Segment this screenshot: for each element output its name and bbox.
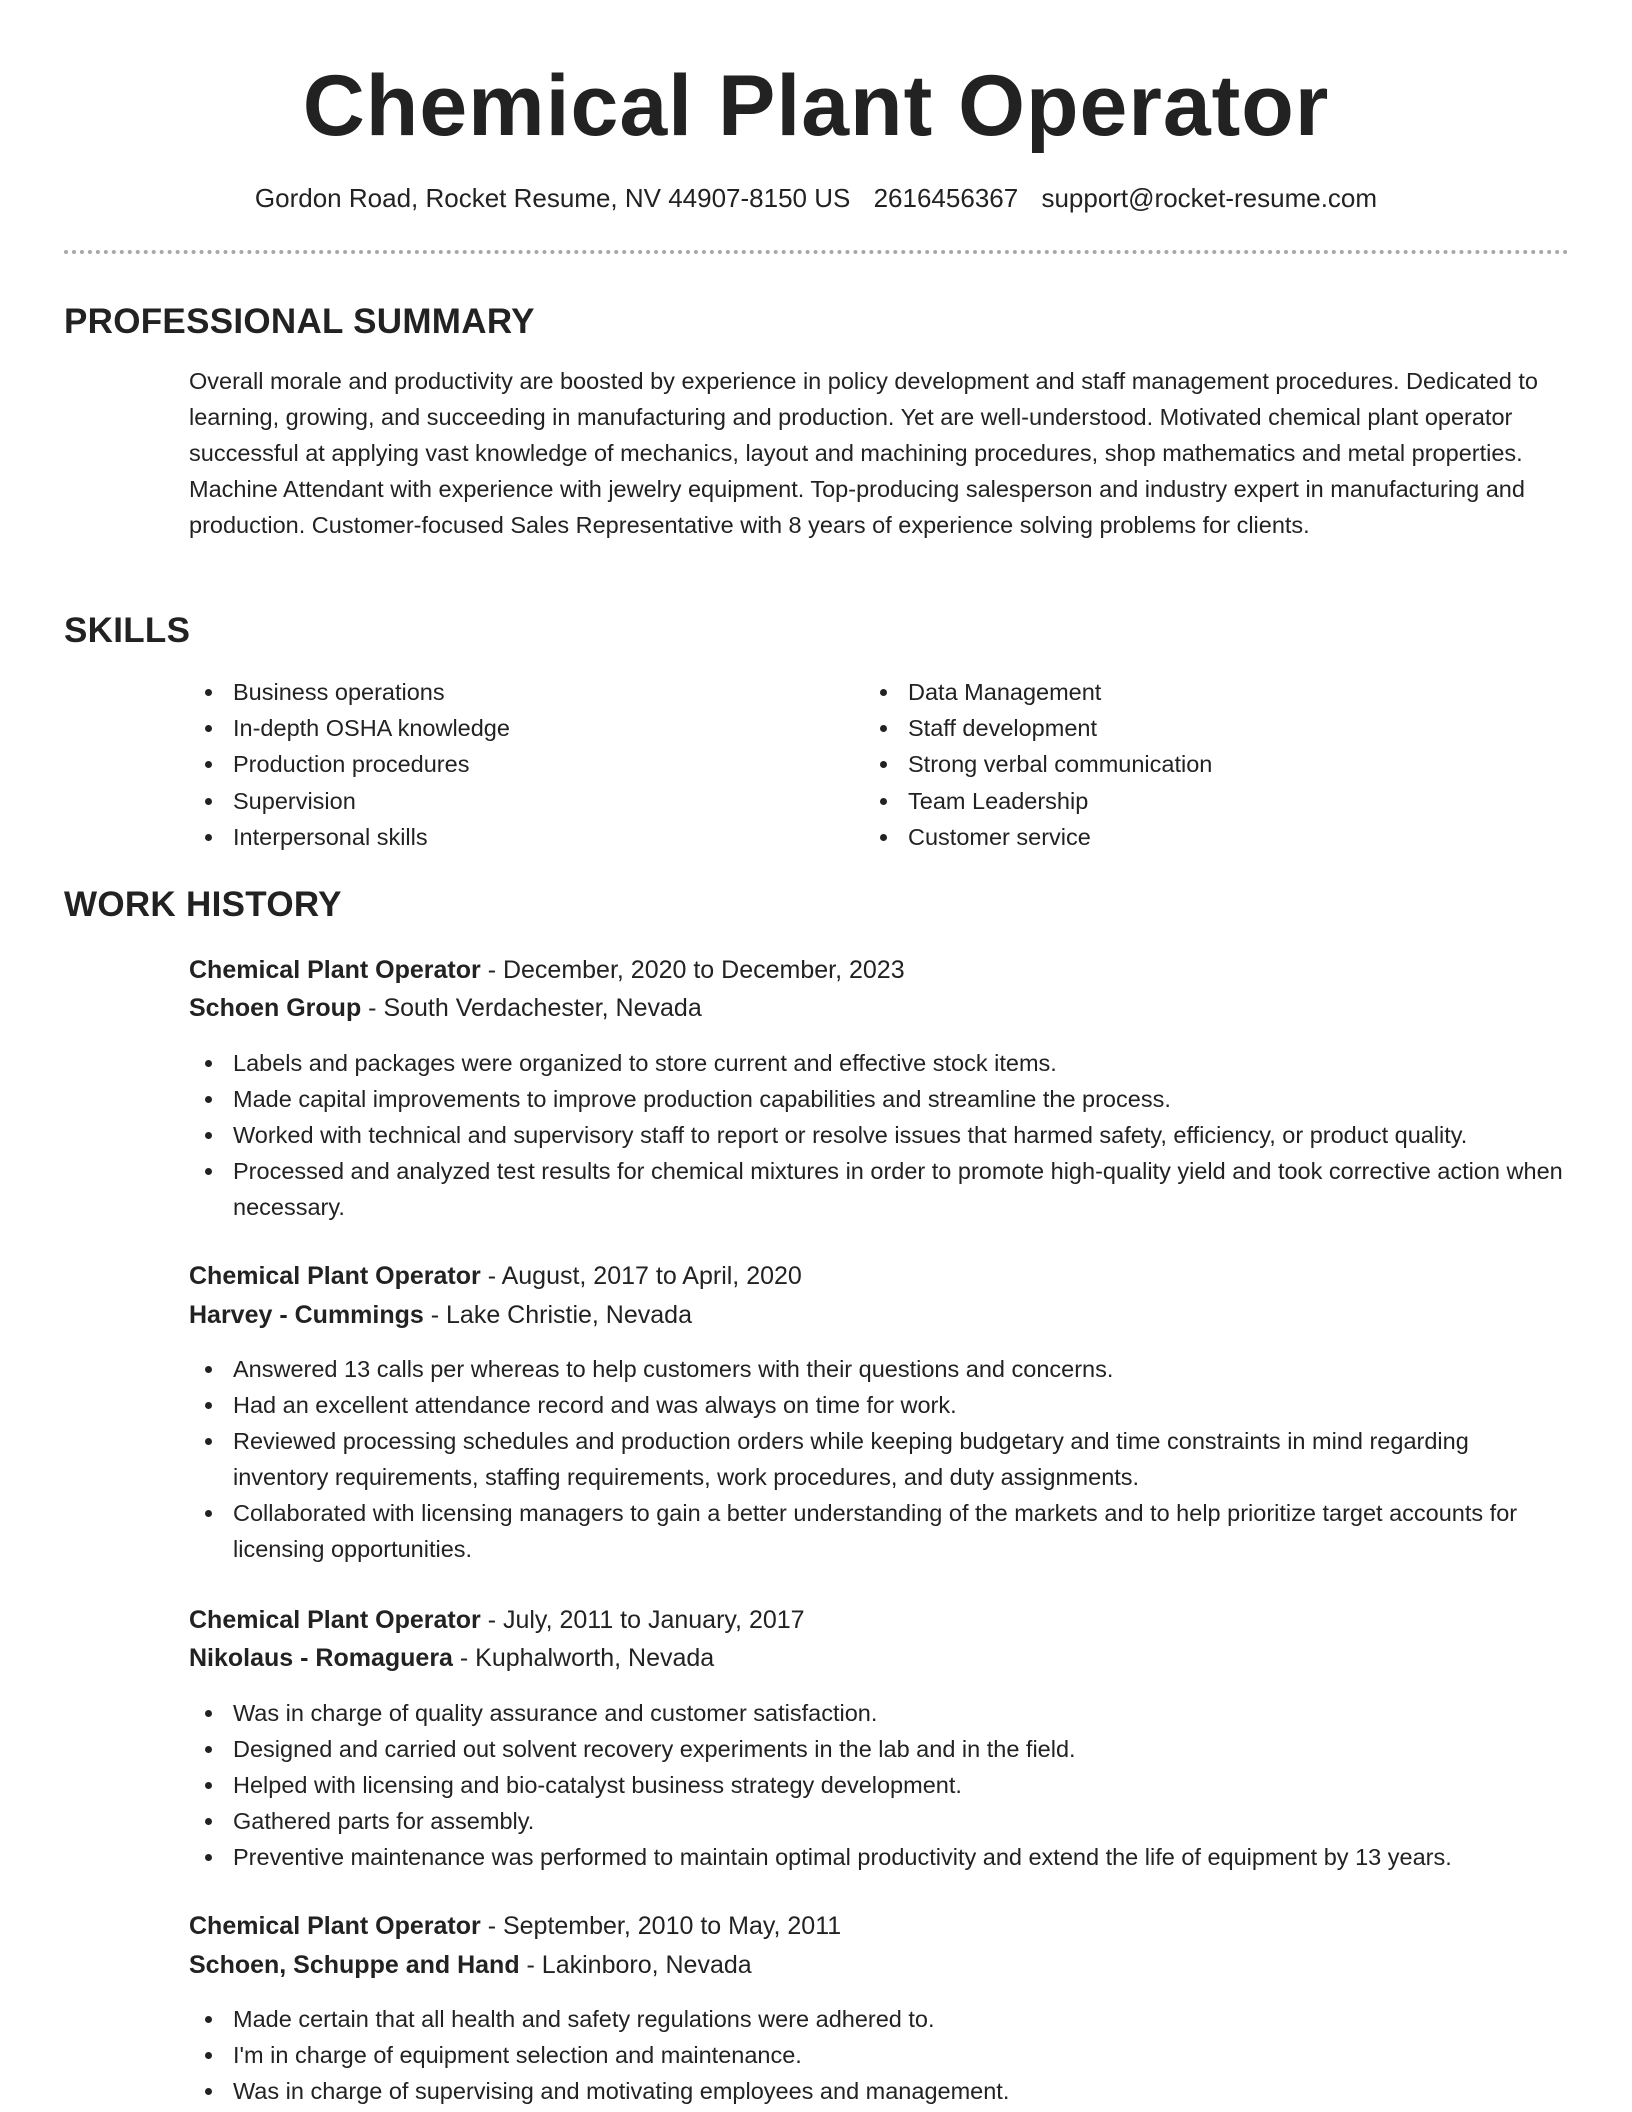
contact-line <box>0 180 1632 216</box>
job-bullet: Made capital improvements to improve production capabilities and streamline the process. <box>189 1081 1569 1117</box>
header-divider <box>64 250 1569 254</box>
job-dates: - July, 2011 to January, 2017 <box>480 1606 805 1634</box>
summary-text: Overall morale and productivity are boosted by experience in policy development and staff management procedures. Dedicated to learning, growing, and succeeding in manufacturing and production. Yet are well-understood. Motivated chemical plant operator successful at applying vast knowledge of mechanics, layout and machining procedures, shop mathematics and metal properties. Machine Attendant with experience with jewelry equipment. Top-producing salesperson and industry expert in manufacturing and production. Customer-focused Sales Representative with 8 years of experience solving problems for clients. <box>189 368 1538 538</box>
job-title: Chemical Plant Operator <box>189 1606 481 1634</box>
job-title-line <box>189 1602 805 1638</box>
job-title: Chemical Plant Operator <box>189 1262 481 1290</box>
contact-phone: 2616456367 <box>873 183 1019 213</box>
job-bullets <box>189 2001 1569 2109</box>
resume-title: Chemical Plant Operator <box>302 58 1330 154</box>
skill-item: Strong verbal communication <box>864 746 1514 782</box>
skill-item: In-depth OSHA knowledge <box>189 710 809 746</box>
job-bullets <box>189 1045 1569 1225</box>
job-title-line <box>189 1908 841 1944</box>
job-bullets <box>189 1695 1569 1875</box>
skills-heading: SKILLS <box>64 611 191 650</box>
job-bullet: Preventive maintenance was performed to maintain optimal productivity and extend the life of equipment by 13 years. <box>189 1839 1569 1875</box>
skill-item: Production procedures <box>189 746 809 782</box>
job-company-line <box>189 1640 714 1676</box>
job-location: - Lakinboro, Nevada <box>519 1951 752 1979</box>
job-company: Nikolaus - Romaguera <box>189 1644 453 1672</box>
job-bullet: Helped with licensing and bio-catalyst business strategy development. <box>189 1767 1569 1803</box>
job-company: Harvey - Cummings <box>189 1301 424 1329</box>
job-bullet: Collaborated with licensing managers to gain a better understanding of the markets and to help prioritize target accounts for licensing opportunities. <box>189 1495 1569 1567</box>
job-bullet: Reviewed processing schedules and production orders while keeping budgetary and time constraints in mind regarding inventory requirements, staffing requirements, work procedures, and duty assignments. <box>189 1423 1569 1495</box>
job-bullet: Processed and analyzed test results for chemical mixtures in order to promote high-quality yield and took corrective action when necessary. <box>189 1153 1569 1225</box>
contact-address: Gordon Road, Rocket Resume, NV 44907-8150 US <box>254 183 851 213</box>
job-bullets <box>189 1351 1569 1567</box>
job-company: Schoen, Schuppe and Hand <box>189 1951 520 1979</box>
job-location: - South Verdachester, Nevada <box>361 994 702 1022</box>
contact-email: support@rocket-resume.com <box>1041 183 1378 213</box>
skill-item: Data Management <box>864 674 1514 710</box>
job-bullet: I'm in charge of equipment selection and maintenance. <box>189 2037 1569 2073</box>
job-bullet: Made certain that all health and safety regulations were adhered to. <box>189 2001 1569 2037</box>
job-bullet: Gathered parts for assembly. <box>189 1803 1569 1839</box>
job-location: - Kuphalworth, Nevada <box>452 1644 715 1672</box>
job-dates: - December, 2020 to December, 2023 <box>480 956 905 984</box>
job-title-line <box>189 952 905 988</box>
skill-item: Interpersonal skills <box>189 819 809 855</box>
job-company: Schoen Group <box>189 994 362 1022</box>
job-company-line <box>189 990 702 1026</box>
job-title-line <box>189 1258 802 1294</box>
skill-item: Supervision <box>189 783 809 819</box>
job-company-line <box>189 1947 752 1983</box>
job-dates: - August, 2017 to April, 2020 <box>480 1262 802 1290</box>
job-bullet: Was in charge of supervising and motivating employees and management. <box>189 2073 1569 2109</box>
skill-item: Staff development <box>864 710 1514 746</box>
job-bullet: Was in charge of quality assurance and customer satisfaction. <box>189 1695 1569 1731</box>
skill-item: Team Leadership <box>864 783 1514 819</box>
job-title: Chemical Plant Operator <box>189 956 481 984</box>
job-dates: - September, 2010 to May, 2011 <box>480 1912 842 1940</box>
summary-heading: PROFESSIONAL SUMMARY <box>64 302 535 341</box>
job-location: - Lake Christie, Nevada <box>423 1301 692 1329</box>
job-bullet: Worked with technical and supervisory staff to report or resolve issues that harmed safety, efficiency, or product quality. <box>189 1117 1569 1153</box>
work-history-heading: WORK HISTORY <box>64 885 342 924</box>
skills-list-right <box>864 674 1514 855</box>
job-bullet: Had an excellent attendance record and was always on time for work. <box>189 1387 1569 1423</box>
skill-item: Customer service <box>864 819 1514 855</box>
job-title: Chemical Plant Operator <box>189 1912 481 1940</box>
skills-list-left <box>189 674 809 855</box>
job-bullet: Labels and packages were organized to store current and effective stock items. <box>189 1045 1569 1081</box>
job-company-line <box>189 1297 692 1333</box>
job-bullet: Answered 13 calls per whereas to help customers with their questions and concerns. <box>189 1351 1569 1387</box>
skill-item: Business operations <box>189 674 809 710</box>
job-bullet: Designed and carried out solvent recovery experiments in the lab and in the field. <box>189 1731 1569 1767</box>
